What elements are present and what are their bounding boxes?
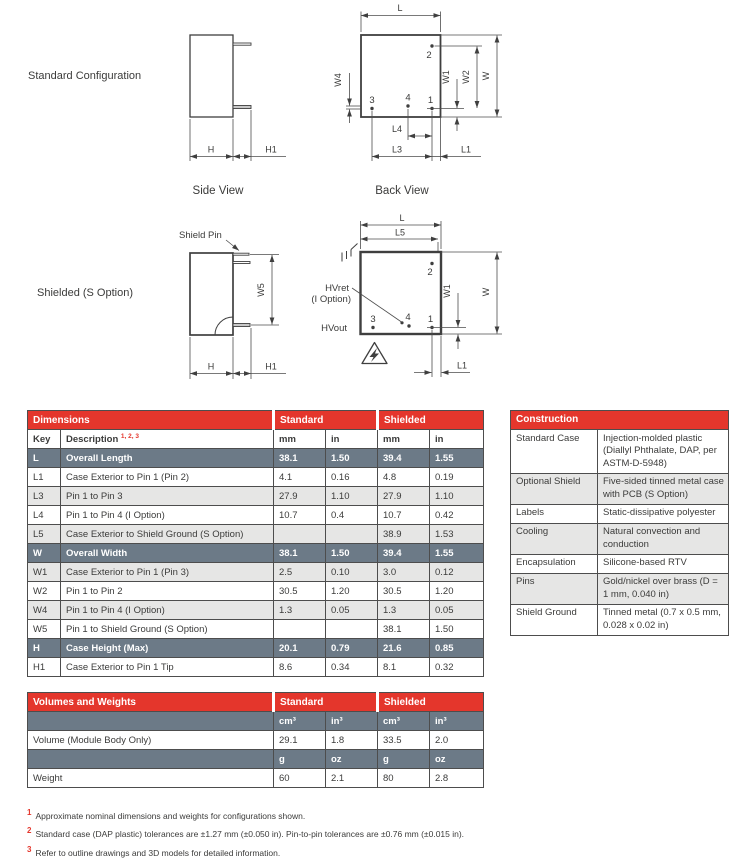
cell: 29.1 (274, 731, 326, 750)
pin-label-2: 2 (426, 50, 432, 61)
construction-title-cell: Construction (511, 411, 729, 430)
standard-header-cell: Standard (274, 411, 378, 430)
unit-cell: in³ (326, 712, 378, 731)
unit-cell: cm³ (274, 712, 326, 731)
cell: 0.85 (430, 639, 484, 658)
cell: L5 (28, 525, 61, 544)
cell: Static-dissipative polyester (598, 504, 729, 523)
dim-label-H: H (207, 361, 215, 372)
table-row (28, 449, 484, 468)
unit-header-cell: mm (274, 430, 326, 449)
cell: 21.6 (378, 639, 430, 658)
hvret-label: HVret (325, 283, 349, 294)
unit-cell: g (378, 750, 430, 769)
cell: W5 (28, 620, 61, 639)
cell: 0.34 (326, 658, 378, 677)
cell: W (28, 544, 61, 563)
table-row (28, 731, 484, 750)
cell: 1.50 (430, 620, 484, 639)
pin-dot (430, 262, 433, 265)
table-row (28, 601, 484, 620)
hvret-option-label: (I Option) (311, 294, 351, 305)
cell: W4 (28, 601, 61, 620)
cell: 30.5 (378, 582, 430, 601)
table-row (28, 468, 484, 487)
cell: 1.50 (326, 544, 378, 563)
cell: 1.55 (430, 544, 484, 563)
cell: 0.12 (430, 563, 484, 582)
table-row (28, 620, 484, 639)
cell: 39.4 (378, 449, 430, 468)
dimensions-title-cell: Dimensions (28, 411, 274, 430)
cell: 20.1 (274, 639, 326, 658)
cell: H1 (28, 658, 61, 677)
side-view-caption: Side View (192, 185, 244, 197)
footnote-text: Standard case (DAP plastic) tolerances are ±1.27 mm (±0.050 in). Pin-to-pin tolerances are ±0.76 mm (±0.015 in). (35, 828, 465, 839)
leader-dot (400, 321, 403, 324)
cell (326, 620, 378, 639)
cell: Natural convection and conduction (598, 523, 729, 554)
pin-label-2: 2 (427, 267, 433, 278)
table-row (511, 430, 729, 474)
volumes-weights-table (27, 692, 484, 788)
cell: 0.19 (430, 468, 484, 487)
standard-back-view (333, 3, 502, 197)
dim-label-W1: W1 (441, 70, 451, 84)
footnote-2 (27, 826, 464, 839)
cell: 4.8 (378, 468, 430, 487)
cell: H (28, 639, 61, 658)
dim-label-L5: L5 (394, 227, 406, 238)
dim-label-W: W (481, 71, 491, 81)
cell: 30.5 (274, 582, 326, 601)
cell: L (28, 449, 61, 468)
unit-cell: in³ (430, 712, 484, 731)
dim-label-W5: W5 (256, 283, 266, 297)
pin-dot (371, 326, 374, 329)
cell: 3.0 (378, 563, 430, 582)
cell: 0.4 (326, 506, 378, 525)
table-row (511, 604, 729, 635)
dim-label-W1: W1 (442, 284, 452, 298)
cell: 1.55 (430, 449, 484, 468)
unit-header-cell: in (430, 430, 484, 449)
cell: Case Height (Max) (61, 639, 274, 658)
cell: Pin 1 to Pin 3 (61, 487, 274, 506)
cell: 38.9 (378, 525, 430, 544)
table-row (511, 573, 729, 604)
cell: 0.10 (326, 563, 378, 582)
cell: Shield Ground (511, 604, 598, 635)
key-header-cell: Key (28, 430, 61, 449)
dim-label-L1: L1 (460, 144, 472, 155)
pin-dot (407, 324, 410, 327)
cell: 0.42 (430, 506, 484, 525)
cell: Standard Case (511, 430, 598, 474)
cell: Encapsulation (511, 554, 598, 573)
cell: 80 (378, 769, 430, 788)
unit-header-cell: mm (378, 430, 430, 449)
unit-row (28, 712, 484, 731)
cell: 1.20 (326, 582, 378, 601)
cell: Gold/nickel over brass (D = 1 mm, 0.040 in) (598, 573, 729, 604)
shielded-side-view (179, 230, 286, 379)
volumes-title-cell: Volumes and Weights (28, 693, 274, 712)
cell: Tinned metal (0.7 x 0.5 mm, 0.028 x 0.02 in) (598, 604, 729, 635)
cell: 27.9 (274, 487, 326, 506)
pin-dot (370, 107, 373, 110)
pin (233, 262, 250, 264)
dim-label-W: W (481, 287, 491, 297)
cell: Pin 1 to Shield Ground (S Option) (61, 620, 274, 639)
table-row (511, 504, 729, 523)
table-row (28, 563, 484, 582)
footnote-1 (27, 808, 305, 821)
shield-pin (233, 253, 249, 255)
footnote-number: 2 (27, 826, 32, 835)
cell: Case Exterior to Pin 1 (Pin 3) (61, 563, 274, 582)
cell: Five-sided tinned metal case with PCB (S Option) (598, 473, 729, 504)
pin-label-1: 1 (427, 314, 434, 325)
cell: 0.05 (430, 601, 484, 620)
cell: Pin 1 to Pin 4 (I Option) (61, 601, 274, 620)
cell (274, 525, 326, 544)
unit-row (28, 750, 484, 769)
cell (28, 750, 274, 769)
dim-label-W2: W2 (461, 70, 471, 84)
table-row (28, 582, 484, 601)
cell: 1.10 (326, 487, 378, 506)
table-row (28, 506, 484, 525)
cell: Case Exterior to Shield Ground (S Option) (61, 525, 274, 544)
cell: 1.50 (326, 449, 378, 468)
table-header-row (28, 693, 484, 712)
dim-label-L: L (397, 3, 403, 13)
cell: Optional Shield (511, 473, 598, 504)
footnote-refs: 1, 2, 3 (120, 432, 139, 440)
cell (28, 712, 274, 731)
dim-label-L3: L3 (391, 144, 403, 155)
dim-label-L: L (399, 213, 405, 223)
standard-side-view (190, 35, 286, 197)
cell: Volume (Module Body Only) (28, 731, 274, 750)
construction-table (510, 410, 729, 636)
cell: Pin 1 to Pin 4 (I Option) (61, 506, 274, 525)
cell: 38.1 (274, 544, 326, 563)
footnote-3 (27, 845, 280, 858)
table-row (28, 769, 484, 788)
cell: 2.8 (430, 769, 484, 788)
cell: 1.53 (430, 525, 484, 544)
pin (233, 43, 251, 45)
cell: Pins (511, 573, 598, 604)
cell: 4.1 (274, 468, 326, 487)
cell: 1.3 (274, 601, 326, 620)
pin-label-3: 3 (369, 95, 375, 106)
shield-pin-label: Shield Pin (179, 230, 222, 241)
description-header-label: Description (66, 434, 119, 446)
cell: Injection-molded plastic (Diallyl Phthalate, DAP, per ASTM-D-5948) (598, 430, 729, 474)
table-row (28, 639, 484, 658)
pin-dot (406, 104, 409, 107)
pin (233, 324, 250, 327)
unit-cell: g (274, 750, 326, 769)
cell: L1 (28, 468, 61, 487)
back-view-caption: Back View (375, 185, 429, 197)
dim-label-L1: L1 (456, 360, 468, 371)
unit-cell: cm³ (378, 712, 430, 731)
dim-label-H1: H1 (265, 361, 277, 372)
standard-header-cell: Standard (274, 693, 378, 712)
cell: 1.10 (430, 487, 484, 506)
table-row (511, 473, 729, 504)
pin-label-4: 4 (405, 92, 411, 104)
footnote-text: Refer to outline drawings and 3D models for detailed information. (35, 847, 281, 858)
cell: W2 (28, 582, 61, 601)
cell: 33.5 (378, 731, 430, 750)
cell: Silicone-based RTV (598, 554, 729, 573)
cell: Weight (28, 769, 274, 788)
cell: L4 (28, 506, 61, 525)
cell: 1.3 (378, 601, 430, 620)
description-header-cell (61, 430, 274, 449)
module-body (190, 35, 233, 117)
table-header-row (511, 411, 729, 430)
table-row (28, 525, 484, 544)
cell: 60 (274, 769, 326, 788)
footnote-number: 3 (27, 845, 32, 854)
table-subheader-row (28, 430, 484, 449)
table-row (511, 523, 729, 554)
table-row (28, 658, 484, 677)
dim-label-H1: H1 (265, 144, 277, 155)
pin-label-4: 4 (405, 312, 411, 323)
earth-ground-icon (342, 244, 358, 262)
technical-drawings (0, 0, 752, 400)
unit-cell: oz (326, 750, 378, 769)
cell: 2.0 (430, 731, 484, 750)
shielded-back-view (311, 213, 502, 377)
pin-label-3: 3 (370, 314, 376, 325)
cell: 39.4 (378, 544, 430, 563)
cell: 10.7 (378, 506, 430, 525)
shielded-option-label: Shielded (S Option) (37, 287, 133, 299)
cell: 8.6 (274, 658, 326, 677)
table-header-row (28, 411, 484, 430)
dim-label-W4: W4 (333, 73, 343, 87)
high-voltage-warning-icon (362, 343, 387, 364)
cell: 38.1 (378, 620, 430, 639)
dim-label-L4: L4 (391, 124, 403, 134)
cell: 38.1 (274, 449, 326, 468)
pin-label-1: 1 (427, 95, 434, 106)
unit-header-cell: in (326, 430, 378, 449)
cell: 2.1 (326, 769, 378, 788)
cell: Labels (511, 504, 598, 523)
cell: L3 (28, 487, 61, 506)
cell: 0.79 (326, 639, 378, 658)
footnote-text: Approximate nominal dimensions and weights for configurations shown. (35, 810, 306, 821)
dimensions-table (27, 410, 484, 677)
cell: 0.05 (326, 601, 378, 620)
cell: 2.5 (274, 563, 326, 582)
cell: 1.8 (326, 731, 378, 750)
dim-label-H: H (207, 144, 215, 155)
shielded-header-cell: Shielded (378, 693, 484, 712)
shielded-header-cell: Shielded (378, 411, 484, 430)
cell: 1.20 (430, 582, 484, 601)
module-body-shielded (190, 253, 233, 335)
cell: Overall Length (61, 449, 274, 468)
cell: 27.9 (378, 487, 430, 506)
cell: Pin 1 to Pin 2 (61, 582, 274, 601)
table-row (511, 554, 729, 573)
cell: 8.1 (378, 658, 430, 677)
cell: 10.7 (274, 506, 326, 525)
footnote-number: 1 (27, 808, 32, 817)
pin (233, 106, 251, 109)
cell: Case Exterior to Pin 1 (Pin 2) (61, 468, 274, 487)
cell: W1 (28, 563, 61, 582)
cell: Case Exterior to Pin 1 Tip (61, 658, 274, 677)
table-row (28, 487, 484, 506)
cell (274, 620, 326, 639)
cell: 0.16 (326, 468, 378, 487)
pin-dot (430, 44, 433, 47)
hvout-label: HVout (321, 323, 347, 334)
unit-cell: oz (430, 750, 484, 769)
cell (326, 525, 378, 544)
standard-configuration-label: Standard Configuration (28, 70, 142, 82)
table-row (28, 544, 484, 563)
cell: Cooling (511, 523, 598, 554)
cell: Overall Width (61, 544, 274, 563)
cell: 0.32 (430, 658, 484, 677)
